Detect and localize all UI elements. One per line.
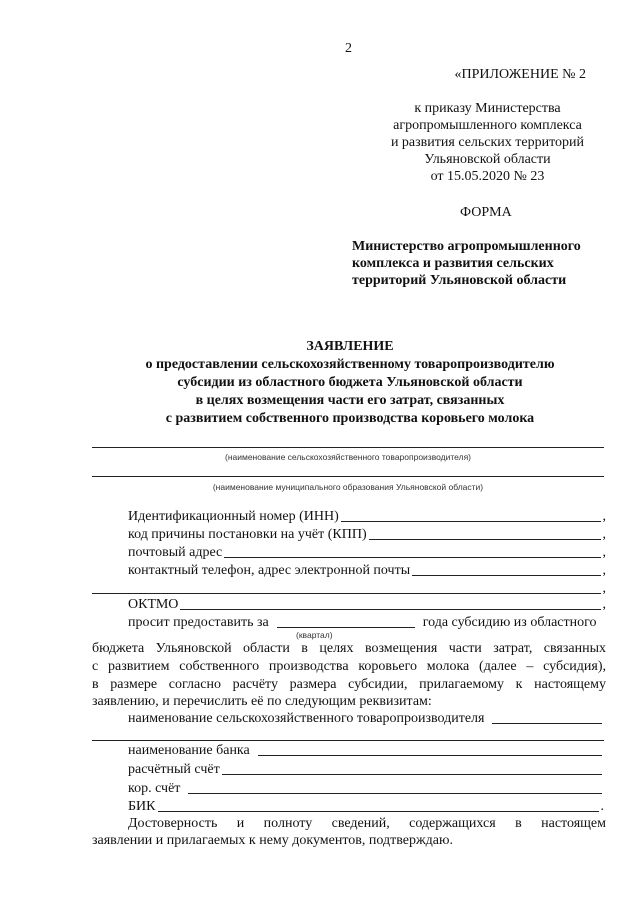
- municipality-field[interactable]: [92, 476, 604, 477]
- appendix-line: от 15.05.2020 № 23: [430, 169, 545, 184]
- addressee-line: территорий Ульяновской области: [352, 273, 567, 288]
- postal-label: почтовый адрес: [128, 545, 223, 560]
- bank-name-field[interactable]: [258, 755, 602, 756]
- quarter-field[interactable]: [277, 627, 415, 628]
- postal-row: почтовый адрес ,: [128, 545, 606, 560]
- bank-name-label: наименование банка: [128, 743, 250, 758]
- corr-label: кор. счёт: [128, 781, 181, 796]
- account-label: расчётный счёт: [128, 762, 220, 777]
- extra-row: ,: [92, 580, 606, 597]
- bik-field[interactable]: [158, 811, 599, 812]
- kpp-label: код причины постановки на учёт (КПП): [128, 527, 367, 542]
- contact-row: контактный телефон, адрес электронной почты ,: [128, 563, 606, 578]
- quarter-caption: (квартал): [296, 630, 333, 640]
- appendix-line: агропромышленного комплекса: [393, 118, 582, 133]
- page-number: 2: [345, 41, 352, 56]
- appendix-line: и развития сельских территорий: [390, 135, 585, 150]
- inn-field[interactable]: [341, 521, 601, 522]
- body-line: с развитием собственного производства коровьего молока (далее – субсидия),: [92, 659, 606, 674]
- corr-row: [128, 780, 604, 797]
- contact-label: контактный телефон, адрес электронной почты: [128, 563, 411, 578]
- body-line: бюджета Ульяновской области в целях возмещения части затрат, связанных: [92, 641, 606, 656]
- confirmation-line-1: Достоверность и полноту сведений, содержащихся в настоящем: [128, 816, 606, 831]
- confirmation-line-2: заявлении и прилагаемых к нему документов, подтверждаю.: [92, 833, 453, 848]
- bank-producer-field[interactable]: [492, 723, 602, 724]
- form-label: ФОРМА: [460, 205, 512, 220]
- bank-producer-label: наименование сельскохозяйственного товаропроизводителя: [128, 711, 485, 726]
- inn-label: Идентификационный номер (ИНН): [128, 509, 339, 524]
- document-title: ЗАЯВЛЕНИЕ: [306, 339, 394, 354]
- contact-field[interactable]: [412, 575, 600, 576]
- request-suffix: года субсидию из областного: [422, 615, 597, 630]
- heading-line: в целях возмещения части его затрат, связанных: [195, 393, 505, 408]
- oktmo-label: ОКТМО: [128, 597, 179, 612]
- body-last-line: заявлению, и перечислить её по следующим реквизитам:: [92, 694, 432, 709]
- municipality-caption: (наименование муниципального образования Ульяновской области): [212, 482, 484, 492]
- request-row: [128, 614, 606, 631]
- inn-row: Идентификационный номер (ИНН) ,: [128, 509, 606, 524]
- appendix-line: к приказу Министерства: [414, 101, 561, 116]
- producer-name-caption: (наименование сельскохозяйственного товаропроизводителя): [224, 452, 472, 462]
- kpp-row: код причины постановки на учёт (КПП) ,: [128, 527, 606, 542]
- bank-producer-field-2[interactable]: [92, 740, 604, 741]
- heading-line: о предоставлении сельскохозяйственному товаропроизводителю: [145, 357, 555, 372]
- bank-producer-row: [128, 710, 604, 727]
- postal-field[interactable]: [224, 557, 600, 558]
- oktmo-field[interactable]: [180, 609, 600, 610]
- bik-label: БИК: [128, 799, 156, 814]
- bik-row: БИК .: [128, 799, 604, 814]
- addressee-line: комплекса и развития сельских: [352, 256, 554, 271]
- heading-line: субсидии из областного бюджета Ульяновской области: [177, 375, 523, 390]
- addressee-line: Министерство агропромышленного: [352, 239, 581, 254]
- appendix-title: «ПРИЛОЖЕНИЕ № 2: [454, 67, 586, 82]
- appendix-line: Ульяновской области: [424, 152, 551, 167]
- extra-field[interactable]: [92, 593, 601, 594]
- kpp-field[interactable]: [369, 539, 601, 540]
- corr-field[interactable]: [188, 793, 602, 794]
- producer-name-field[interactable]: [92, 447, 604, 448]
- request-prefix: просит предоставить за: [128, 615, 269, 630]
- bank-name-row: [128, 742, 604, 759]
- heading-line: с развитием собственного производства коровьего молока: [165, 411, 535, 426]
- account-field[interactable]: [222, 774, 602, 775]
- account-row: [128, 761, 604, 778]
- oktmo-row: ОКТМО ,: [128, 597, 606, 612]
- body-line: в размере согласно расчёту размера субсидии, прилагаемому к настоящему: [92, 677, 606, 692]
